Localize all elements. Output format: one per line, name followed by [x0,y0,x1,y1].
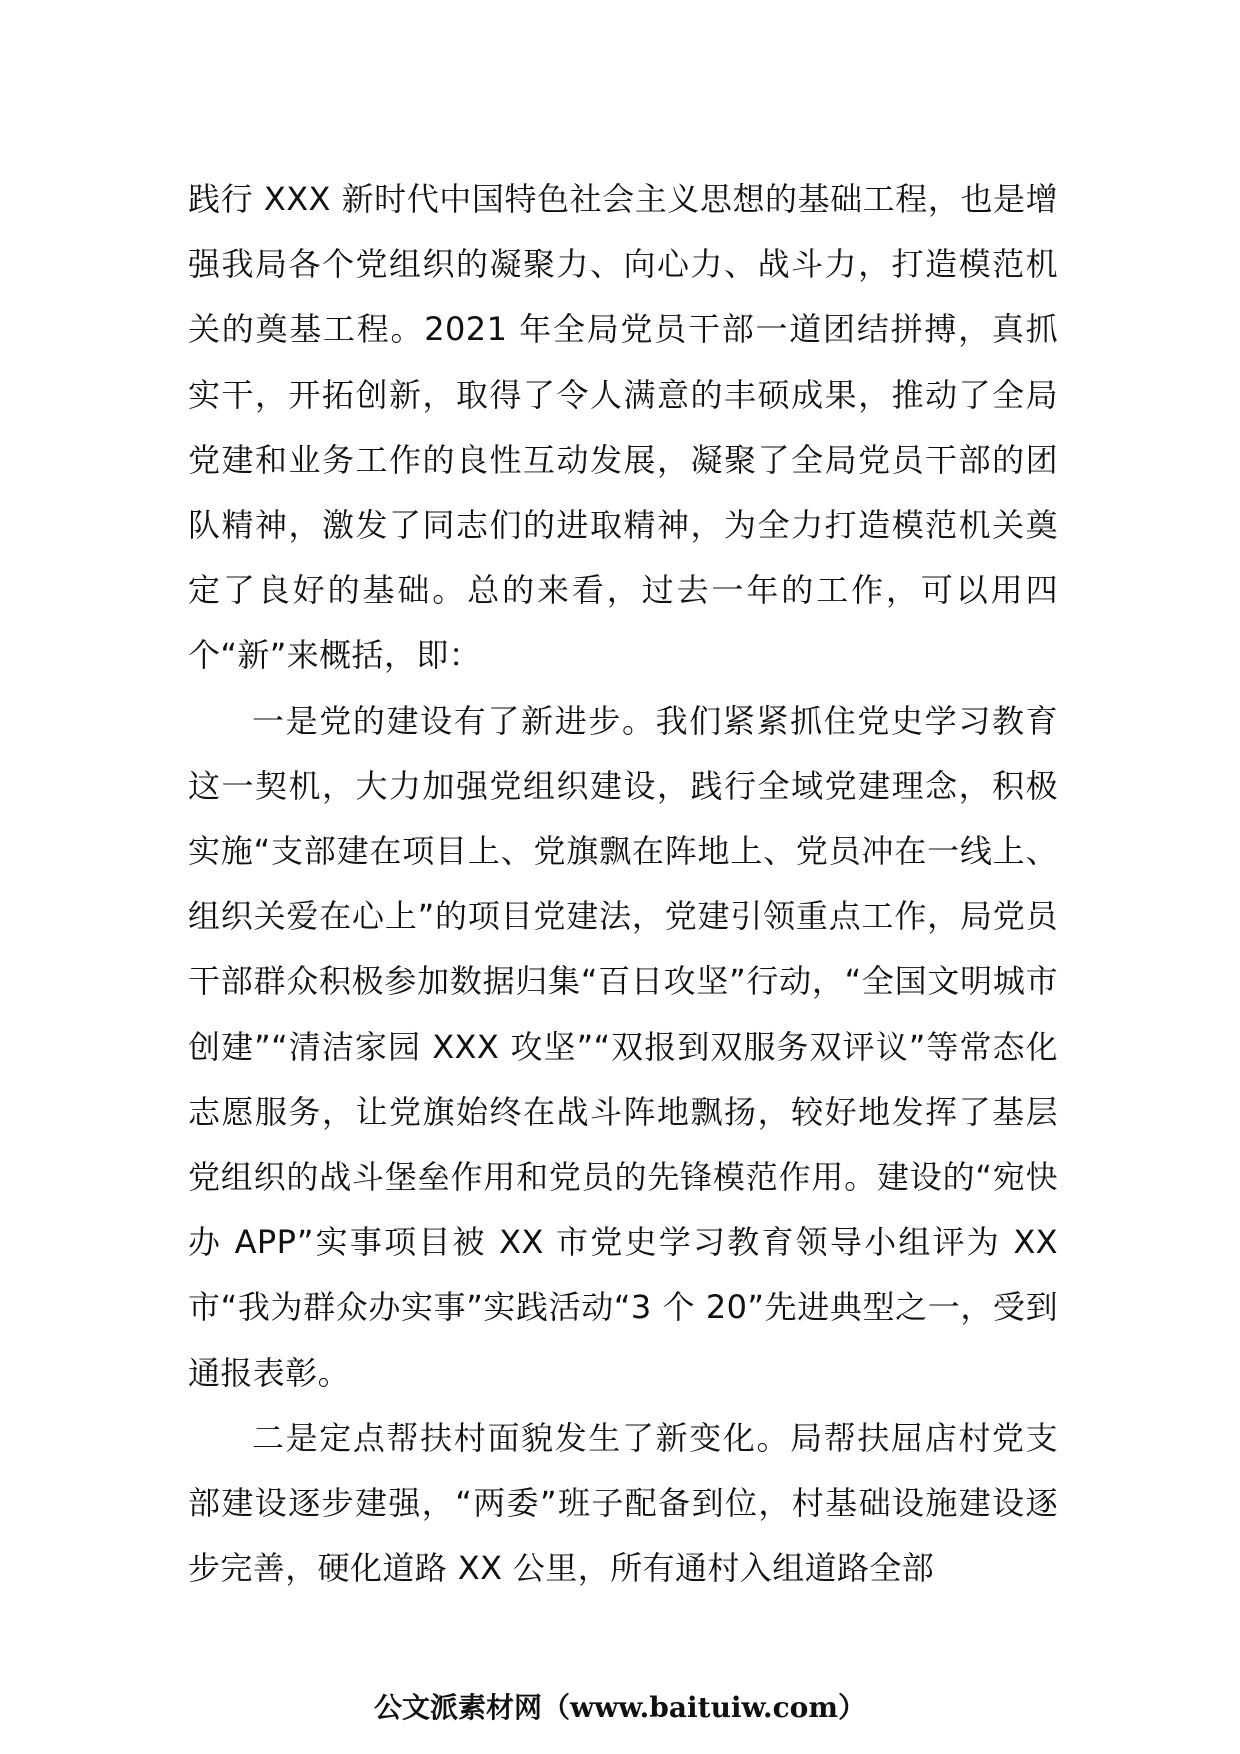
paragraph-continuation: 践行 XXX 新时代中国特色社会主义思想的基础工程，也是增强我局各个党组织的凝聚力、向心力、战斗力，打造模范机关的奠基工程。2021 年全局党员干部一道团结拼搏，真抓实干，开拓创新，取得了令人满意的丰硕成果，推动了全局党建和业务工作的良性互动发展，凝聚了全局党员干部的团队精神，激发了同志们的进取精神，为全力打造模范机关奠定了良好的基础。总的来看，过去一年的工作，可以用四个“新”来概括，即： [188,180,1058,675]
paragraph-village-assistance: 二是定点帮扶村面貌发生了新变化。局帮扶屈店村党支部建设逐步建强，“两委”班子配备到位，村基础设施建设逐步完善，硬化道路 XX 公里，所有通村入组道路全部 [188,1418,1058,1588]
footer-watermark: 公文派素材网（www.baituiw.com） [374,1691,866,1724]
paragraph-party-building: 一是党的建设有了新进步。我们紧紧抓住党史学习教育这一契机，大力加强党组织建设，践行全域党建理念，积极实施“支部建在项目上、党旗飘在阵地上、党员冲在一线上、组织关爱在心上”的项目党建法，党建引领重点工作，局党员干部群众积极参加数据归集“百日攻坚”行动，“全国文明城市创建”“清洁家园 XXX 攻坚”“双报到双服务双评议”等常态化志愿服务，让党旗始终在战斗阵地飘扬，较好地发挥了基层党组织的战斗堡垒作用和党员的先锋模范作用。建设的“宛快办 APP”实事项目被 XX 市党史学习教育领导小组评为 XX 市“我为群众办实事”实践活动“3 个 20”先进典型之一，受到通报表彰。 [188,701,1058,1392]
document-body [188,167,1058,1601]
